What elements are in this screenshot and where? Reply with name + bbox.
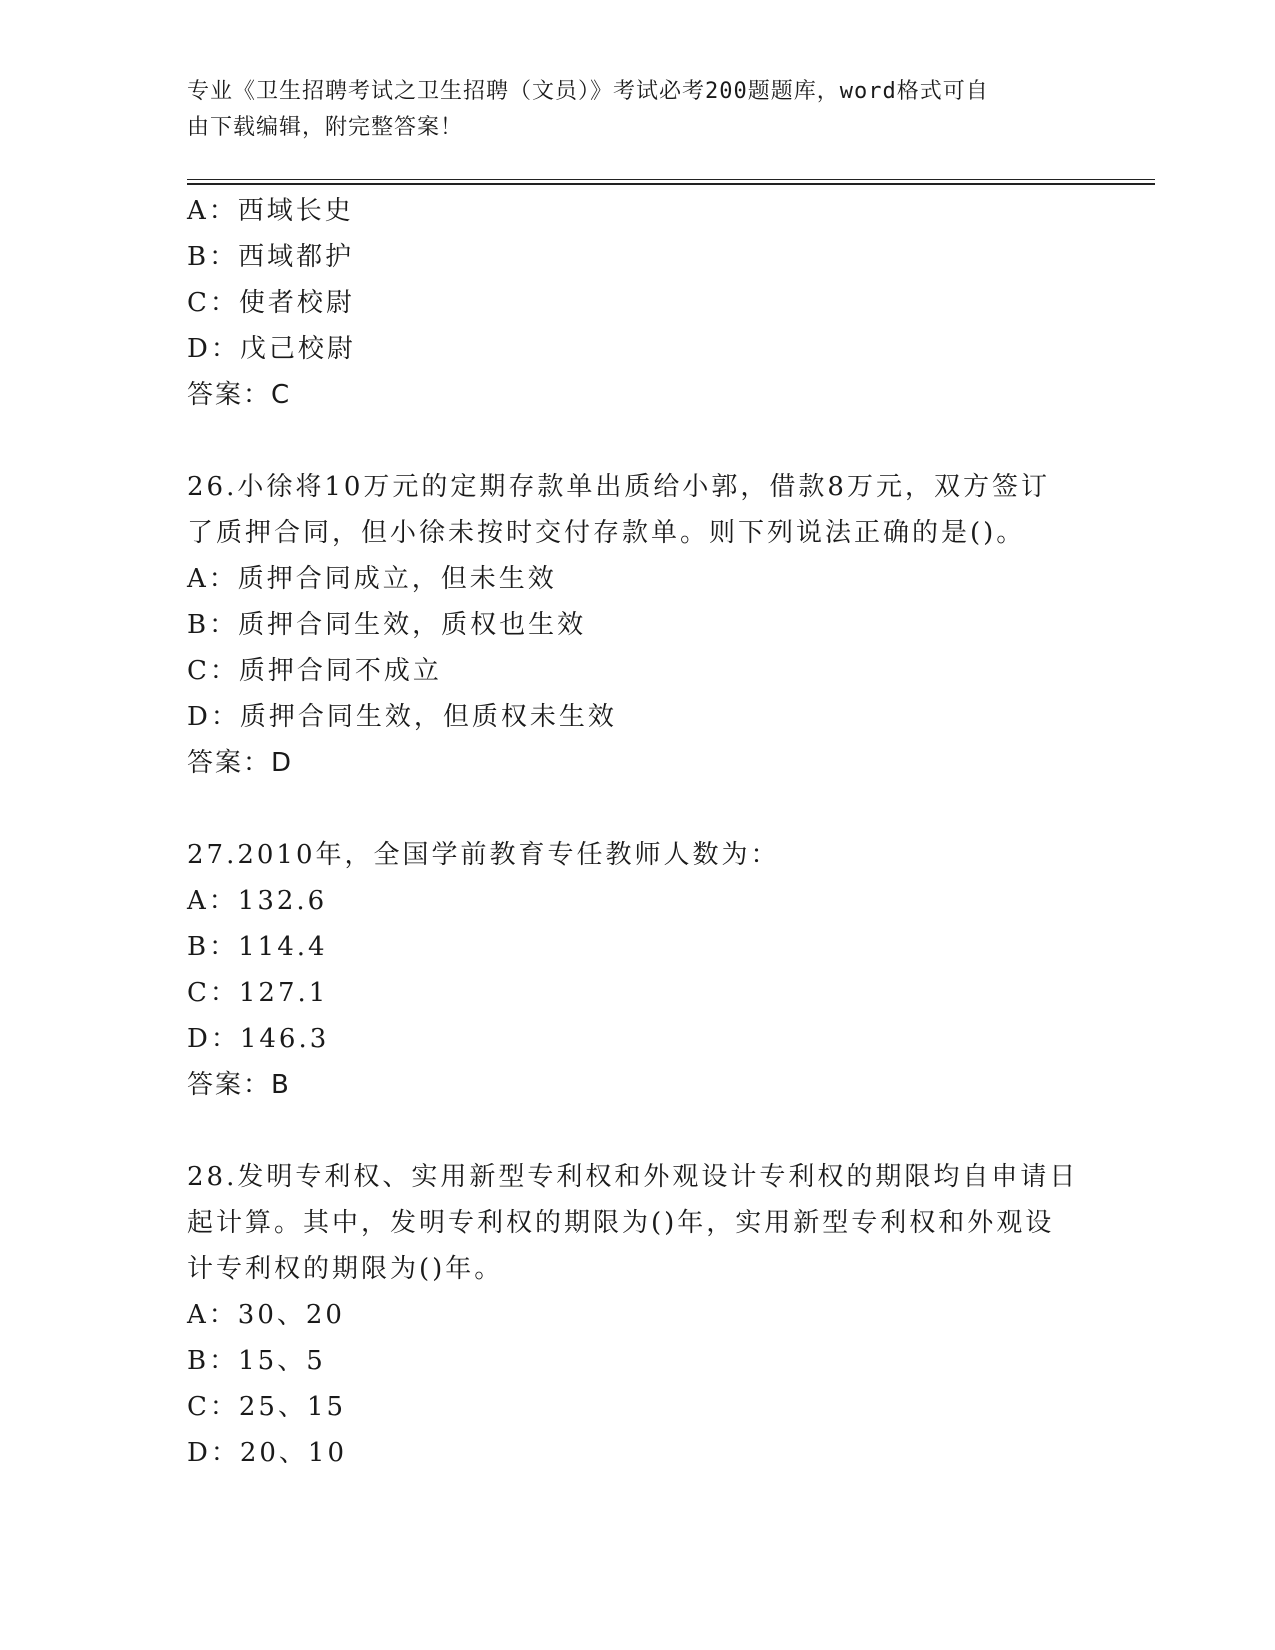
option-b: B：西域都护 [187, 242, 355, 272]
option-a: A：132.6 [187, 886, 328, 916]
option-c: C：25、15 [187, 1392, 347, 1422]
question-stem-line: 了质押合同，但小徐未按时交付存款单。则下列说法正确的是()。 [187, 518, 1026, 548]
option-a: A：质押合同成立，但未生效 [187, 564, 557, 594]
header-divider-thick [187, 183, 1155, 185]
option-b: B：114.4 [187, 932, 328, 962]
answer: 答案：C [187, 380, 292, 410]
answer: 答案：D [187, 748, 294, 778]
question-list [187, 188, 1087, 1476]
question-28 [187, 1154, 1087, 1476]
option-c: C：质押合同不成立 [187, 656, 442, 686]
document-header [187, 74, 1067, 146]
question-stem-line: 起计算。其中，发明专利权的期限为()年，实用新型专利权和外观设 [187, 1208, 1055, 1238]
answer: 答案：B [187, 1070, 291, 1100]
header-line-2: 由下载编辑，附完整答案！ [187, 115, 464, 140]
question-26 [187, 464, 1087, 786]
question-stem-line: 28.发明专利权、实用新型专利权和外观设计专利权的期限均自申请日 [187, 1162, 1079, 1192]
option-d: D：质押合同生效，但质权未生效 [187, 702, 617, 732]
option-c: C：127.1 [187, 978, 329, 1008]
question-27 [187, 832, 1087, 1108]
question-stem-line: 26.小徐将10万元的定期存款单出质给小郭，借款8万元，双方签订 [187, 472, 1050, 502]
question-stem-line: 27.2010年，全国学前教育专任教师人数为： [187, 840, 780, 870]
option-d: D：戊己校尉 [187, 334, 356, 364]
option-a: A：30、20 [187, 1300, 345, 1330]
option-d: D：20、10 [187, 1438, 348, 1468]
option-c: C：使者校尉 [187, 288, 355, 318]
option-d: D：146.3 [187, 1024, 330, 1054]
option-a: A：西域长史 [187, 196, 354, 226]
option-b: B：质押合同生效，质权也生效 [187, 610, 587, 640]
question-25 [187, 188, 1087, 418]
header-line-1: 专业《卫生招聘考试之卫生招聘（文员）》考试必考200题题库，word格式可自 [187, 79, 989, 104]
header-divider-thin [187, 179, 1155, 180]
question-stem-line: 计专利权的期限为()年。 [187, 1254, 504, 1284]
option-b: B：15、5 [187, 1346, 326, 1376]
